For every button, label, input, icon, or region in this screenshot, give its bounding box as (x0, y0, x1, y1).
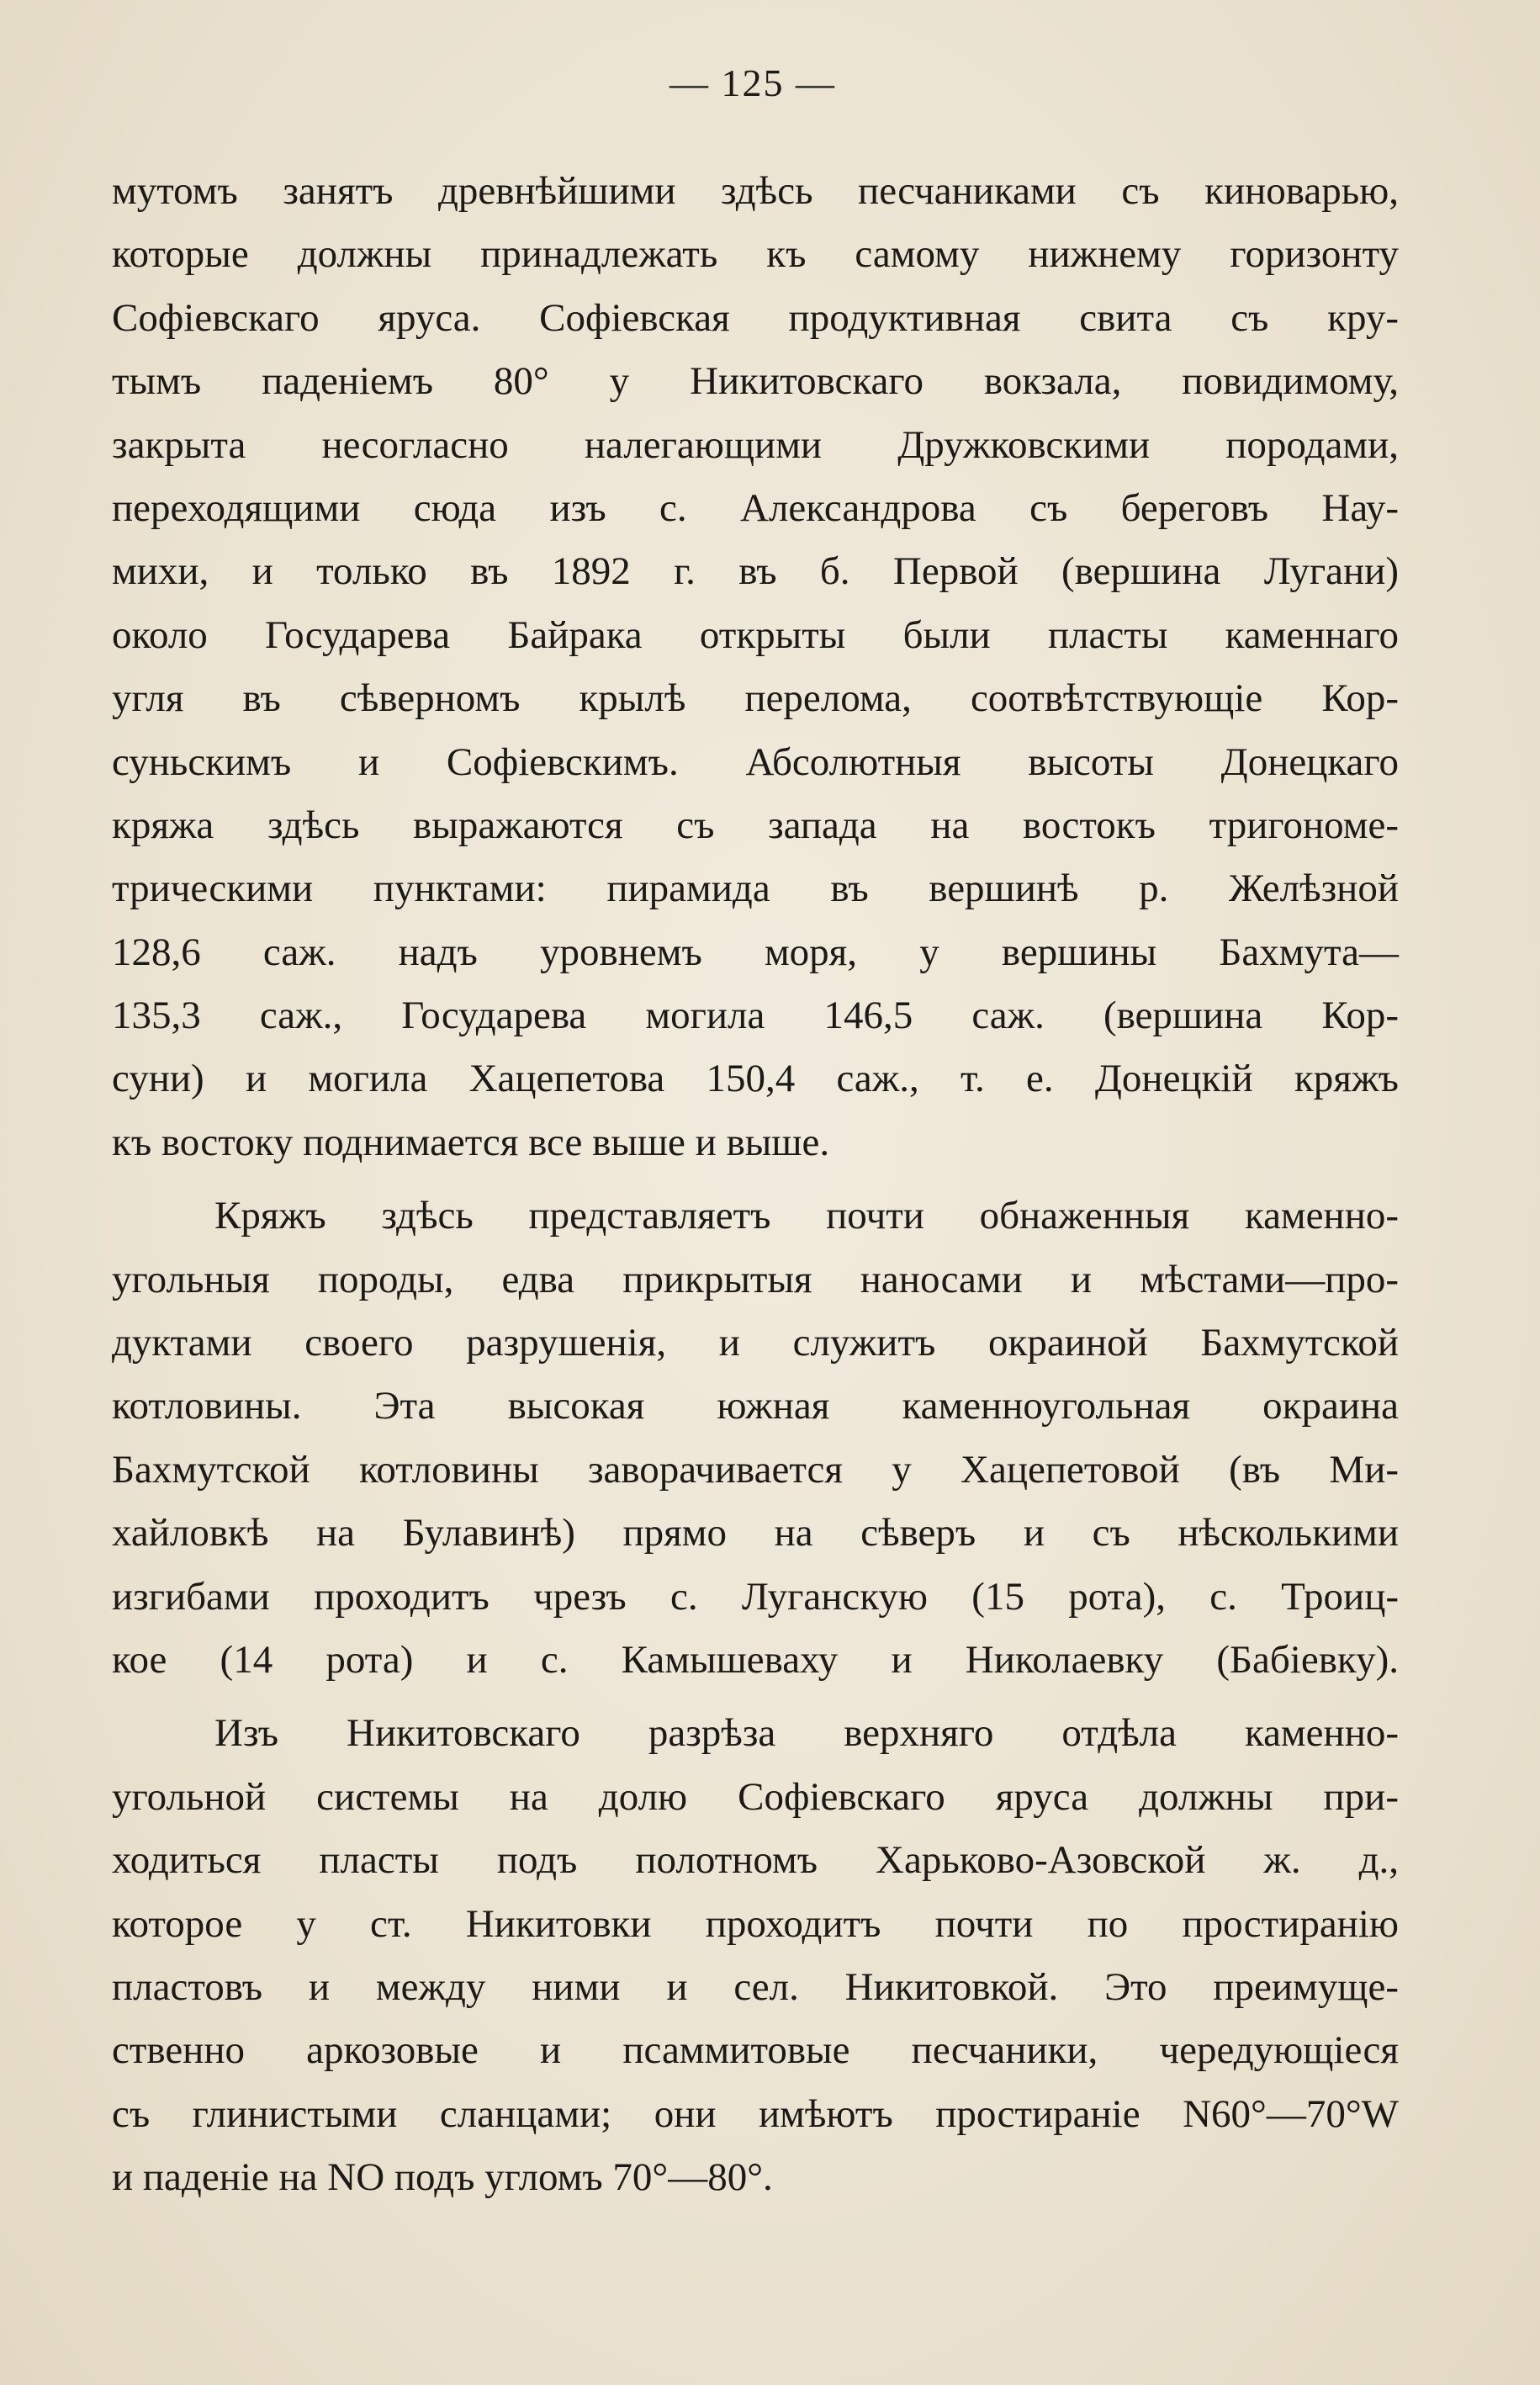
text-line: котловины. Эта высокая южная каменноугольная окраина (112, 1384, 1399, 1428)
text-line: около Государева Байрака открыты были пласты каменнаго (112, 612, 1399, 657)
text-line: къ востоку поднимается все выше и выше. (112, 1120, 830, 1164)
text-line: Софіевскаго яруса. Софіевская продуктивная свита съ кру- (112, 295, 1399, 340)
paragraph-2 (112, 1185, 1399, 1692)
text-line: и паденіе на NO подъ угломъ 70°—80°. (112, 2155, 773, 2200)
text-line: угольной системы на долю Софіевскаго яруса должны при- (112, 1774, 1399, 1819)
text-line: 135,3 саж., Государева могила 146,5 саж. (вершина Кор- (112, 994, 1399, 1038)
text-line: Кряжъ здѣсь представляетъ почти обнаженныя каменно- (214, 1194, 1399, 1238)
text-line: Изъ Никитовскаго разрѣза верхняго отдѣла каменно- (214, 1711, 1399, 1756)
text-line: закрыта несогласно налегающими Дружковскими породами, (112, 422, 1399, 467)
text-line: переходящими сюда изъ с. Александрова съ береговъ Нау- (112, 485, 1399, 530)
paragraph-3 (112, 1702, 1399, 2209)
text-line: михи, и только въ 1892 г. въ б. Первой (вершина Лугани) (112, 549, 1399, 594)
text-line: кое (14 рота) и с. Камышеваху и Николаевку (Бабіевку). (112, 1637, 1399, 1682)
text-line: пластовъ и между ними и сел. Никитовкой. Это преимуще- (112, 1964, 1399, 2009)
text-line: суньскимъ и Софіевскимъ. Абсолютныя высоты Донецкаго (112, 739, 1399, 784)
text-line: которое у ст. Никитовки проходитъ почти по простиранію (112, 1901, 1399, 1946)
text-line: ственно аркозовые и псаммитовые песчаники, чередующіеся (112, 2028, 1399, 2073)
text-line: мутомъ занятъ древнѣйшими здѣсь песчаниками съ киноварью, (112, 169, 1399, 213)
text-line: дуктами своего разрушенія, и служитъ окраиной Бахмутской (112, 1321, 1399, 1365)
text-line: 128,6 саж. надъ уровнемъ моря, у вершины Бахмута— (112, 930, 1399, 974)
text-line: которые должны принадлежать къ самому нижнему горизонту (112, 232, 1399, 277)
text-line: ходиться пласты подъ полотномъ Харьково-Азовской ж. д., (112, 1838, 1399, 1883)
text-line: кряжа здѣсь выражаются съ запада на востокъ тригономе- (112, 803, 1399, 847)
paragraph-1 (112, 160, 1399, 1174)
page-number: — 125 — (669, 61, 836, 104)
text-line: хайловкѣ на Булавинѣ) прямо на сѣверъ и съ нѣсколькими (112, 1511, 1399, 1556)
text-line: Бахмутской котловины заворачивается у Хацепетовой (въ Ми- (112, 1447, 1399, 1492)
text-line: угольныя породы, едва прикрытыя наносами и мѣстами—про- (112, 1257, 1399, 1301)
text-line: тымъ паденіемъ 80° у Никитовскаго вокзала, повидимому, (112, 359, 1399, 404)
text-line: угля въ сѣверномъ крылѣ перелома, соотвѣтствующіе Кор- (112, 676, 1399, 721)
text-line: съ глинистыми сланцами; они имѣютъ простираніе N60°—70°W (112, 2091, 1399, 2136)
text-line: суни) и могила Хацепетова 150,4 саж., т. е. Донецкій кряжъ (112, 1057, 1399, 1101)
text-body (112, 160, 1399, 2210)
text-line: трическими пунктами: пирамида въ вершинѣ р. Желѣзной (112, 867, 1399, 911)
text-line: изгибами проходитъ чрезъ с. Луганскую (15 рота), с. Троиц- (112, 1574, 1399, 1619)
